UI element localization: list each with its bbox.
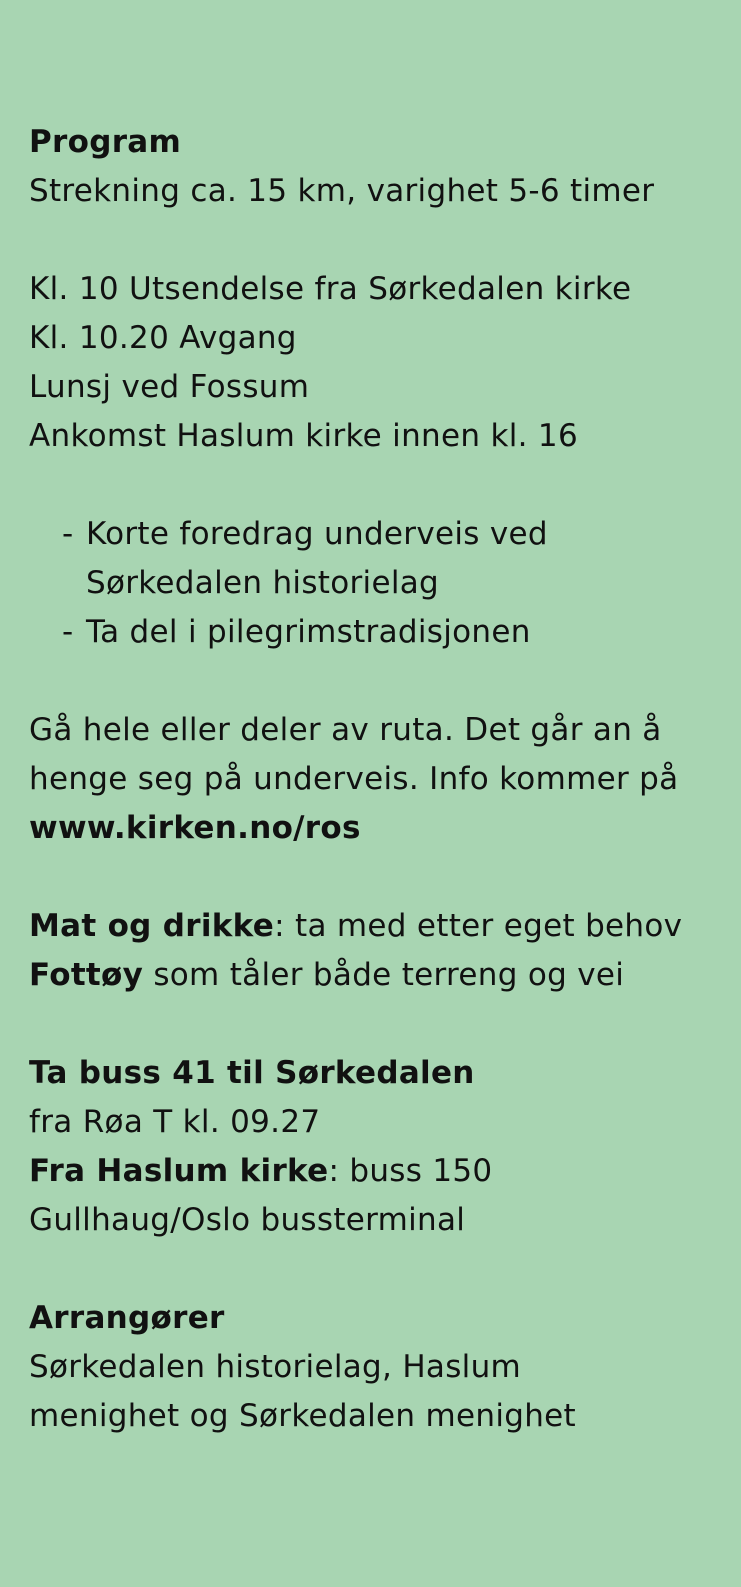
schedule-item: Lunsj ved Fossum [29, 369, 310, 405]
food-text: : ta med etter eget behov [274, 908, 683, 944]
spacer [29, 657, 713, 706]
schedule-item: Ankomst Haslum kirke innen kl. 16 [29, 418, 578, 454]
transport-from: fra Røa T kl. 09.27 [29, 1104, 321, 1140]
info-text: henge seg på underveis. Info kommer på [29, 761, 679, 797]
transport-heading: Ta buss 41 til Sørkedalen [29, 1055, 475, 1091]
organizers-text: Sørkedalen historielag, Haslum [29, 1349, 522, 1385]
route-info: Strekning ca. 15 km, varighet 5-6 timer [29, 173, 655, 209]
food-line [29, 902, 713, 951]
program-heading: Program [29, 124, 182, 160]
return-destination: Gullhaug/Oslo bussterminal [29, 1202, 466, 1238]
website-link[interactable]: www.kirken.no/ros [29, 810, 361, 846]
spacer [29, 216, 713, 265]
food-label: Mat og drikke [29, 908, 275, 944]
bullet-dash: - [62, 516, 74, 552]
shoes-line [29, 951, 713, 1000]
schedule-item: Kl. 10 Utsendelse fra Sørkedalen kirke [29, 271, 632, 307]
organizers-text: menighet og Sørkedalen menighet [29, 1398, 576, 1434]
activity-text-continued: Sørkedalen historielag [86, 565, 440, 601]
spacer [29, 1000, 713, 1049]
spacer [29, 461, 713, 510]
info-link-line [29, 804, 713, 853]
return-label: Fra Haslum kirke [29, 1153, 329, 1189]
return-text: : buss 150 [328, 1153, 493, 1189]
activity-list [29, 510, 713, 657]
bullet-dash: - [62, 614, 74, 650]
return-line [29, 1147, 713, 1196]
spacer [29, 853, 713, 902]
activity-item-lectures [62, 510, 713, 608]
spacer [29, 1245, 713, 1294]
activity-text: Ta del i pilegrimstradisjonen [86, 614, 531, 650]
shoes-label: Fottøy [29, 957, 144, 993]
activity-item-tradition [62, 608, 713, 657]
info-text: Gå hele eller deler av ruta. Det går an å [29, 712, 662, 748]
schedule-item: Kl. 10.20 Avgang [29, 320, 297, 356]
shoes-text: som tåler både terreng og vei [143, 957, 625, 993]
organizers-heading: Arrangører [29, 1300, 225, 1336]
activity-text: Korte foredrag underveis ved [86, 516, 548, 552]
